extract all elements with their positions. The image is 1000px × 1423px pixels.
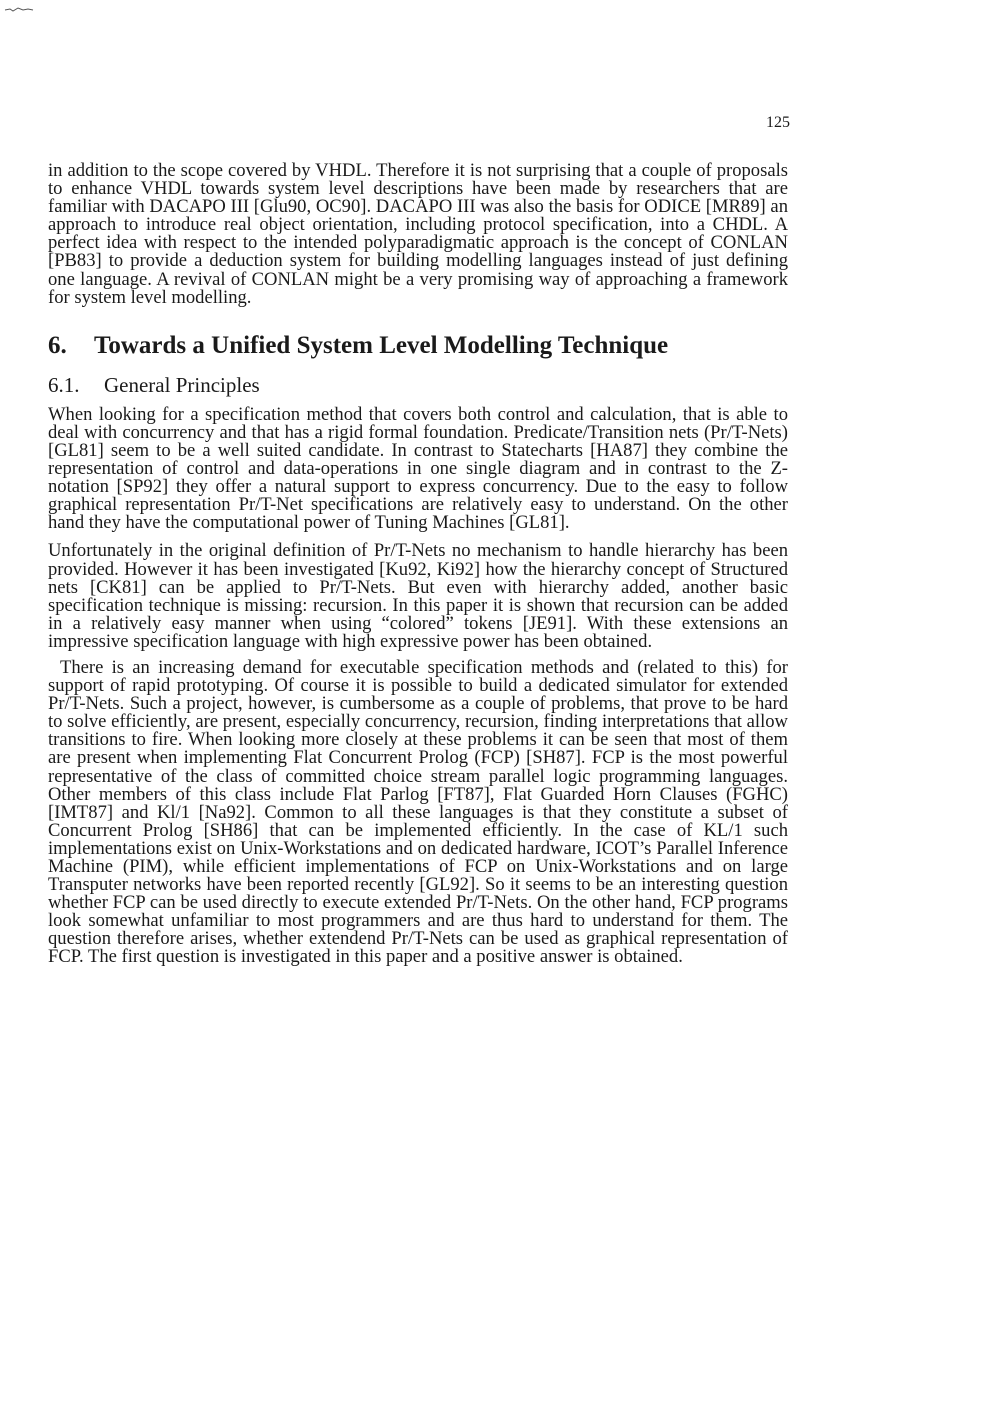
subsection-number: 6.1. (48, 372, 80, 397)
section-title: Towards a Unified System Level Modelling Technique (94, 331, 669, 359)
page-number: 125 (766, 114, 790, 131)
subsection-heading (48, 372, 788, 398)
subsection-title: General Principles (104, 372, 260, 397)
section-heading (48, 331, 788, 361)
intro-paragraph: in addition to the scope covered by VHDL. Therefore it is not surprising that a couple of proposals to enhance VHDL towards system level descriptions have been made by researchers that are familiar with DACAPO III [Glu90, OC90]. DACAPO III was also the basis for ODICE [MR89] an approach to introduce real object orientation, including protocol specification, into a CHDL. A perfect idea with respect to the intended polyparadigmatic approach is the concept of CONLAN [PB83] to provide a deduction system for building modelling languages instead of just defining one language. A revival of CONLAN might be a very promising way of approaching a framework for system level modelling. (48, 160, 788, 308)
body-paragraph: Unfortunately in the original definition of Pr/T-Nets no mechanism to handle hierarchy has been provided. However it has been investigated [Ku92, Ki92] how the hierarchy concept of Structured nets [CK81] can be applied to Pr/T-Nets. But even with hierarchy added, another basic specification technique is missing: recursion. In this paper it is shown that recursion can be added in a relatively easy manner when using “colored” tokens [JE91]. With these extensions an impressive specification language with high expressive power has been obtained. (48, 540, 788, 652)
page-body (48, 162, 788, 967)
body-paragraph: When looking for a specification method that covers both control and calculation, that is able to deal with concurrency and that has a rigid formal foundation. Predicate/Transition nets (Pr/T-Nets) [GL81] seem to be a well suited candidate. In contrast to Statecharts [HA87] they combine the representation of control and data-operations in one single diagram and in contrast to the Z-notation [SP92] they offer a natural support to express concurrency. Due to the easy to follow graphical representation Pr/T-Net specifications are relatively easy to understand. On the other hand they have the computational power of Tuning Machines [GL81]. (48, 403, 788, 534)
section-number: 6. (48, 331, 67, 359)
body-paragraph: There is an increasing demand for executable specification methods and (related to this) for support of rapid prototyping. Of course it is possible to build a dedicated simulator for extended Pr/T-Nets. Such a project, however, is cumbersome as a couple of problems, that prove to be hard to solve efficiently, are present, especially concurrency, recursion, finding interpretations that allow transitions to fire. When looking more closely at these problems it can be seen that most of them are present when implementing Flat Concurrent Prolog (FCP) [SH87]. FCP is the most powerful representative of the class of committed choice stream parallel logic programming languages. Other members of this class include Flat Parlog [FT87], Flat Guarded Horn Clauses (FGHC) [IMT87] and Kl/1 [Na92]. Common to all these languages is that they constitute a subset of Concurrent Prolog [SH86] that can be implemented efficiently. In the case of KL/1 such implementations exist on Unix-Workstations and on dedicated hardware, ICOT’s Parallel Inference Machine (PIM), while efficient implementations of FCP on Unix-Workstations and on large Transputer networks have been reported recently [GL92]. So it seems to be an interesting question whether FCP can be used directly to execute extended Pr/T-Nets. On the other hand, FCP programs look somewhat unfamiliar to most programmers and are thus hard to understand for them. The question therefore arises, whether extendend Pr/T-Nets can be used as graphical representation of FCP. The first question is investigated in this paper and a positive answer is obtained. (48, 656, 788, 968)
scan-artifact-mark (4, 6, 34, 12)
